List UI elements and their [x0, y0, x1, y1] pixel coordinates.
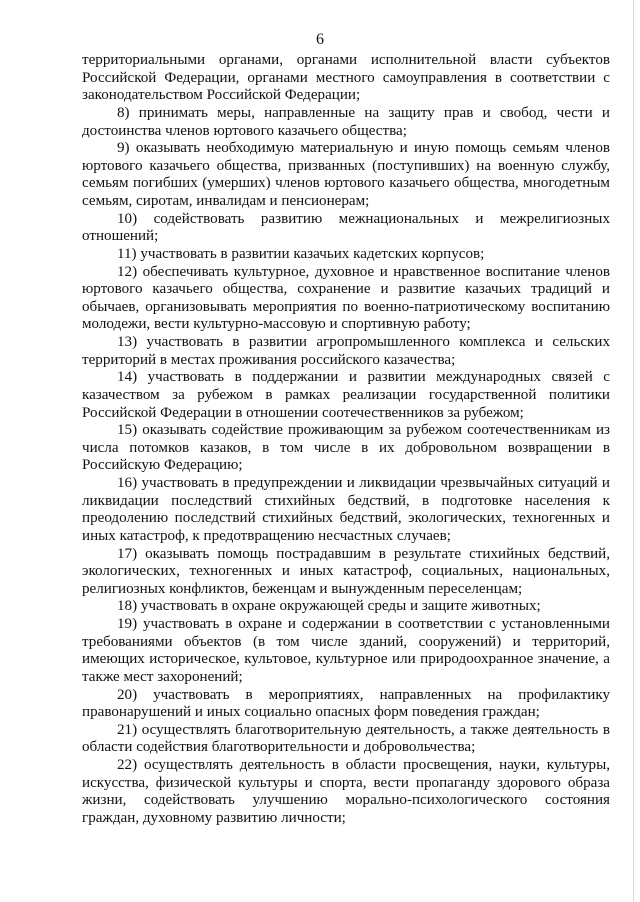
paragraph-item-20: 20) участвовать в мероприятиях, направленных на профилактику правонарушений и иных социально опасных форм поведения граждан; — [82, 686, 610, 721]
paragraph-item-17: 17) оказывать помощь пострадавшим в результате стихийных бедствий, экологических, техногенных и иных катастроф, социальных, национальных, религиозных конфликтов, беженцам и вынужденным переселенцам; — [82, 545, 610, 597]
scan-edge-divider — [633, 0, 634, 902]
paragraph-item-9: 9) оказывать необходимую материальную и иную помощь семьям членов юртового казачьего общества, призванных (поступивших) на военную службу, семьям погибших (умерших) членов юртового казачьего общества, многодетным семьям, сиротам, инвалидам и пенсионерам; — [82, 140, 610, 209]
paragraph-item-12: 12) обеспечивать культурное, духовное и нравственное воспитание членов юртового казачьего общества, сохранение и развитие казачьих традиций и обычаев, организовывать мероприятия по военно-патриотическому воспитанию молодежи, вести культурно-массовую и спортивную работу; — [82, 263, 610, 333]
paragraph-item-15: 15) оказывать содействие проживающим за рубежом соотечественникам из числа потомков казаков, в том числе в их добровольном возвращении в Российскую Федерацию; — [82, 422, 610, 474]
document-body — [82, 52, 610, 828]
paragraph-item-22: 22) осуществлять деятельность в области просвещения, науки, культуры, искусства, физической культуры и спорта, вести пропаганду здорового образа жизни, содействовать улучшению морально-психологического состояния граждан, духовному развитию личности; — [82, 757, 610, 826]
paragraph-item-14: 14) участвовать в поддержании и развитии международных связей с казачеством за рубежом в рамках реализации государственной политики Российской Федерации в отношении соотечественников за рубежом; — [82, 369, 610, 421]
page-number: 6 — [316, 31, 324, 48]
paragraph-item-8: 8) принимать меры, направленные на защиту прав и свобод, чести и достоинства членов юртового казачьего общества; — [82, 104, 610, 139]
paragraph-continuation: территориальными органами, органами исполнительной власти субъектов Российской Федерации, органами местного самоуправления в соответствии с законодательством Российской Федерации; — [82, 52, 610, 104]
paragraph-item-10: 10) содействовать развитию межнациональных и межрелигиозных отношений; — [82, 210, 610, 245]
paragraph-item-19: 19) участвовать в охране и содержании в соответствии с установленными требованиями объектов (в том числе зданий, сооружений) и территорий, имеющих историческое, культовое, культурное или природоохранное значение, а также мест захоронений; — [82, 616, 610, 685]
paragraph-item-13: 13) участвовать в развитии агропромышленного комплекса и сельских территорий в местах проживания российского казачества; — [82, 334, 610, 368]
paragraph-item-16: 16) участвовать в предупреждении и ликвидации чрезвычайных ситуаций и ликвидации последствий стихийных бедствий, в подготовке населения к преодолению последствий стихийных бедствий, экологических, техногенных и иных катастроф, к предотвращению несчастных случаев; — [82, 475, 610, 544]
paragraph-item-11: 11) участвовать в развитии казачьих кадетских корпусов; — [117, 245, 485, 262]
paragraph-item-21: 21) осуществлять благотворительную деятельность, а также деятельность в области содействия благотворительности и добровольчества; — [82, 721, 610, 756]
paragraph-item-18: 18) участвовать в охране окружающей среды и защите животных; — [117, 598, 541, 615]
